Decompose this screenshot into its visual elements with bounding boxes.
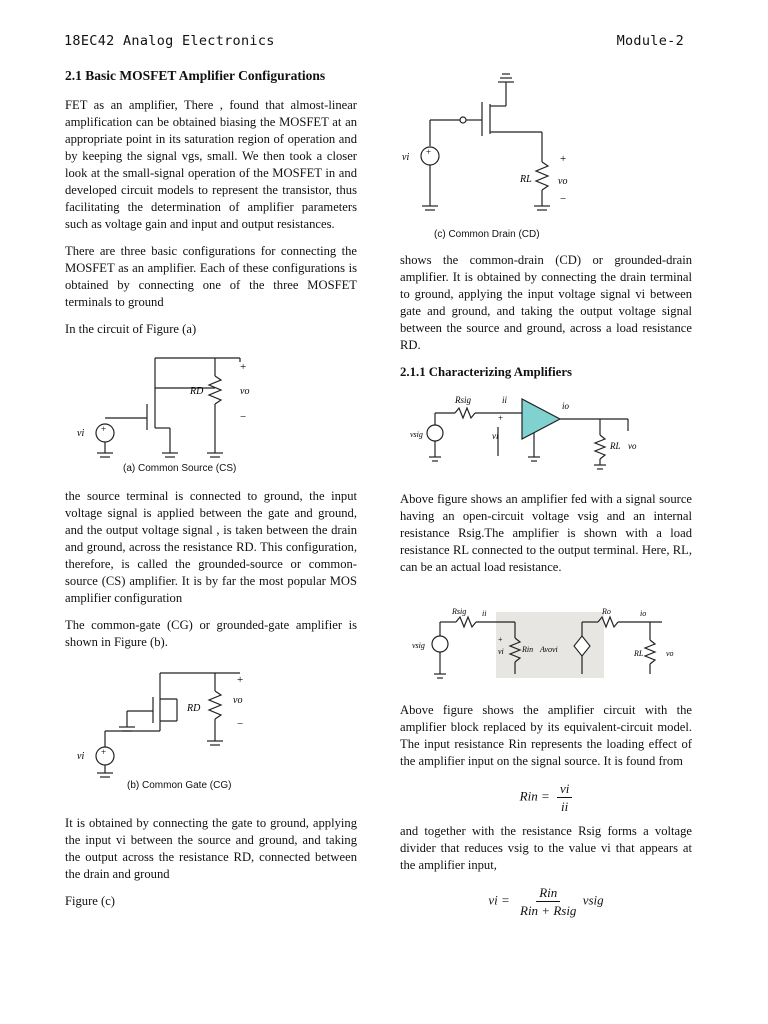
paragraph-figure-a-ref: In the circuit of Figure (a) — [65, 322, 197, 336]
vi-label-b: vi — [77, 751, 85, 762]
plus-sign-c: + — [426, 147, 432, 157]
vsig-label-2: vsig — [412, 641, 425, 650]
vo-label-1: vo — [628, 441, 637, 451]
left-column — [65, 66, 357, 920]
paragraph-voltage-divider: and together with the resistance Rsig forms a voltage divider that reduces vsig to the value vi that appears at the amplifier input, — [400, 824, 692, 872]
paragraph-common-gate-ref: The common-gate (CG) or grounded-gate amplifier is shown in Figure (b). — [65, 618, 357, 649]
eq1-numerator: vi — [557, 780, 572, 798]
figure-common-source — [65, 348, 357, 478]
plus-sign-b: + — [101, 747, 107, 757]
eq1-denominator: ii — [561, 799, 569, 814]
eq2-denominator: Rin + Rsig — [520, 903, 577, 918]
ro-label: Ro — [602, 607, 611, 616]
eq2-fraction — [517, 884, 579, 919]
figure-equivalent-circuit — [400, 606, 692, 692]
eq2-lhs: vi = — [488, 892, 510, 908]
vi-label-a: vi — [77, 428, 85, 439]
ii-label-1: ii — [502, 395, 508, 405]
vi-label-1: vi — [492, 431, 499, 441]
paragraph-equivalent-circuit: Above figure shows the amplifier circuit with the amplifier block replaced by its equivalent-circuit model. The input resistance Rin represents the loading effect of the amplifier input on the signal source. It is found from — [400, 703, 692, 768]
right-column — [400, 66, 692, 927]
minus-out-c: − — [560, 193, 567, 205]
vsig-label-1: vsig — [410, 430, 423, 439]
vo-label-b: vo — [233, 695, 243, 706]
equation-rin — [400, 780, 692, 815]
vo-label-c: vo — [558, 176, 568, 187]
paragraph-common-source: the source terminal is connected to ground, the input voltage signal is applied between the gate and ground, and the output voltage signal , is taken between the drain and ground, across the resistance RD. This configuration, therefore, is called the grounded-source or common-source (CS) amplifier. It is by far the most popular MOS amplifier configuration — [65, 489, 357, 605]
paragraph-common-gate: It is obtained by connecting the gate to ground, applying the input vi between the source and ground, and taking the output across the resistance RD, connected between the drain and ground — [65, 816, 357, 881]
rd-label-a: RD — [190, 386, 204, 397]
eq2-numerator: Rin — [536, 884, 560, 902]
plus-out-a: + — [240, 361, 247, 373]
minus-out-a: − — [240, 411, 247, 423]
page-header — [64, 33, 684, 49]
rsig-label-1: Rsig — [455, 395, 472, 405]
paragraph-amplifier-block: Above figure shows an amplifier fed with a signal source having an open-circuit voltage vsig and an internal resistance Rsig.The amplifier is shown with a load resistance RL connected to the output terminal. Here, RL, can be an actual load resistance. — [400, 492, 692, 574]
eq2-rhs: vsig — [582, 892, 604, 908]
eq1-fraction — [557, 780, 572, 815]
paragraph-intro: FET as an amplifier, There , found that almost-linear amplification can be obtained biasing the MOSFET at an appropriate point in its saturation region of operation and by keeping the signal vgs, small. We then took a closer look at the small-signal operation of the MOSFET in and developed circuit models to represent the transistor, thus facilitating the determination of amplifier parameters such as voltage gain and input and output resistances. — [65, 98, 357, 231]
paragraph-figure-c-ref: Figure (c) — [65, 894, 116, 908]
plus-out-c: + — [560, 153, 567, 165]
figure-c-caption: (c) Common Drain (CD) — [434, 229, 540, 240]
io-label-1: io — [562, 401, 570, 411]
figure-amplifier-block — [400, 391, 692, 481]
vi-label-2: vi — [498, 647, 504, 656]
vo-label-2: vo — [666, 649, 674, 658]
subsection-title: 2.1.1 Characterizing Amplifiers — [400, 365, 573, 379]
rl-label-2: RL — [634, 649, 644, 658]
figure-a-caption: (a) Common Source (CS) — [123, 463, 237, 474]
rl-label-c: RL — [520, 174, 532, 185]
figure-b-caption: (b) Common Gate (CG) — [127, 780, 232, 791]
minus-out-b: − — [237, 718, 244, 730]
vo-label-a: vo — [240, 386, 250, 397]
plus-sign-a: + — [101, 424, 107, 434]
section-title: 2.1 Basic MOSFET Amplifier Configurations — [65, 68, 326, 83]
paragraph-common-drain: shows the common-drain (CD) or grounded-drain amplifier. It is obtained by connecting the drain terminal to ground, applying the input voltage signal vi between gate and ground, and taking the output voltage signal between the source and ground, across a load resistance RD. — [400, 253, 692, 352]
plus-in-2: + — [498, 635, 503, 644]
module-label: Module-2 — [616, 33, 684, 49]
equation-vi — [400, 884, 692, 919]
io-label-2: io — [640, 609, 647, 618]
plus-in-1: + — [498, 413, 504, 423]
paragraph-configurations: There are three basic configurations for connecting the MOSFET as an amplifier. Each of these configurations is obtained by connecting one of the three MOSFET terminals to ground — [65, 244, 357, 309]
plus-out-b: + — [237, 674, 244, 686]
figure-common-gate — [65, 661, 357, 793]
eq1-lhs: Rin = — [519, 788, 550, 804]
vi-label-c: vi — [402, 152, 410, 163]
rd-label-b: RD — [187, 703, 201, 714]
rin-label: Rin — [522, 645, 534, 654]
rsig-label-2: Rsig — [452, 607, 467, 616]
avo-label: Avovi — [540, 645, 558, 654]
figure-common-drain — [400, 66, 692, 242]
ii-label-2: ii — [482, 609, 487, 618]
course-title: 18EC42 Analog Electronics — [64, 33, 275, 49]
rl-label-1: RL — [610, 441, 621, 451]
